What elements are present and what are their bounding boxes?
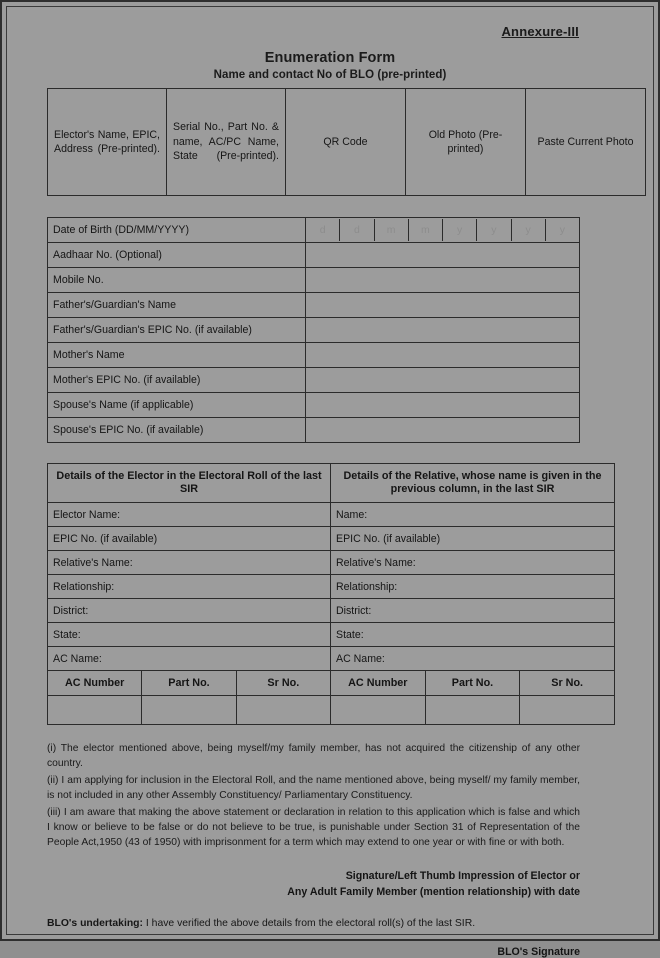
label-relative-epic[interactable]: EPIC No. (if available)	[331, 527, 615, 551]
table-row-state	[48, 623, 615, 647]
declaration-block	[47, 741, 580, 851]
preprinted-header-table	[47, 88, 646, 196]
label-mother-epic: Mother's EPIC No. (if available)	[48, 368, 306, 393]
table-row-sir-blank	[48, 696, 615, 725]
dob-box-y3[interactable]: y	[512, 219, 546, 241]
label-relative-relationship[interactable]: Relationship:	[331, 575, 615, 599]
field-elector-part-no[interactable]	[142, 696, 236, 725]
table-row-spouse-name	[48, 393, 580, 418]
field-relative-ac-number[interactable]	[331, 696, 426, 725]
declaration-item-iii: (iii) I am aware that making the above statement or declaration in relation to this application which is false and which I know or believe to be false or do not believe to be true, is punishable under Section 31 of Representation of the People Act,1950 (43 of 1950) with imprisonment for a term which may extend to one year or with fine or with both.	[47, 806, 580, 849]
annexure-label: Annexure-III	[501, 24, 579, 39]
table-row-relatives-name	[48, 551, 615, 575]
label-relative-ac-name[interactable]: AC Name:	[331, 647, 615, 671]
elector-signature-block	[47, 868, 582, 900]
page-subtitle: Name and contact No of BLO (pre-printed)	[213, 69, 447, 81]
table-row-aadhaar	[48, 243, 580, 268]
table-row-relationship	[48, 575, 615, 599]
label-elector-relatives-name[interactable]: Relative's Name:	[48, 551, 331, 575]
page-frame	[6, 6, 654, 958]
field-spouse-name[interactable]	[306, 393, 580, 418]
particulars-table	[47, 217, 580, 443]
table-row-name	[48, 503, 615, 527]
table-row-mobile	[48, 268, 580, 293]
subheader-elector-ac-number: AC Number	[48, 671, 142, 696]
table-row-district	[48, 599, 615, 623]
table-row-spouse-epic	[48, 418, 580, 443]
blo-undertaking	[47, 918, 580, 929]
table-row-epic	[48, 527, 615, 551]
subheader-elector-sr-no: Sr No.	[236, 671, 330, 696]
label-elector-relationship[interactable]: Relationship:	[48, 575, 331, 599]
page-title: Enumeration Form	[264, 50, 396, 66]
field-elector-ac-number[interactable]	[48, 696, 142, 725]
dob-box-y4[interactable]: y	[559, 224, 565, 236]
dob-box-m2[interactable]: m	[409, 219, 443, 241]
table-row-ac-name	[48, 647, 615, 671]
dob-boxes[interactable]	[306, 218, 580, 243]
field-relative-part-no[interactable]	[425, 696, 520, 725]
cell-elector-name-epic-address: Elector's Name, EPIC, Address (Pre-printed).	[48, 89, 167, 196]
cell-paste-current-photo: Paste Current Photo	[526, 89, 646, 196]
field-father-guardian-name[interactable]	[306, 293, 580, 318]
label-elector-district[interactable]: District:	[48, 599, 331, 623]
declaration-item-ii: (ii) I am applying for inclusion in the Electoral Roll, and the name mentioned above, being myself/ my family member, is not included in any other Assembly Constituency/ Parliamentary Constituency.	[47, 774, 580, 802]
field-father-guardian-epic[interactable]	[306, 318, 580, 343]
label-father-guardian-name: Father's/Guardian's Name	[48, 293, 306, 318]
declaration-item-i: (i) The elector mentioned above, being myself/my family member, has not acquired the citizenship of any other country.	[47, 743, 580, 770]
label-mother-name: Mother's Name	[48, 343, 306, 368]
field-relative-sr-no[interactable]	[520, 696, 615, 725]
label-relative-state[interactable]: State:	[331, 623, 615, 647]
field-aadhaar-no[interactable]	[306, 243, 580, 268]
field-mobile-no[interactable]	[306, 268, 580, 293]
label-elector-state[interactable]: State:	[48, 623, 331, 647]
table-row-father-epic	[48, 318, 580, 343]
table-row-sir-subheaders	[48, 671, 615, 696]
table-row-mother-epic	[48, 368, 580, 393]
annexure-row	[47, 23, 613, 41]
label-father-guardian-epic: Father's/Guardian's EPIC No. (if available)	[48, 318, 306, 343]
blo-undertaking-text: I have verified the above details from the electoral roll(s) of the last SIR.	[143, 917, 476, 929]
blo-signature-label: BLO's Signature	[497, 945, 580, 958]
table-row-date-of-birth	[48, 218, 580, 243]
cell-serial-part-ac-pc-state: Serial No., Part No. & name, AC/PC Name, State (Pre-printed).	[167, 89, 286, 196]
sir-details-table	[47, 463, 615, 725]
header-relative-last-sir: Details of the Relative, whose name is given in the previous column, in the last SIR	[331, 464, 615, 503]
label-aadhaar-no: Aadhaar No. (Optional)	[48, 243, 306, 268]
label-elector-ac-name[interactable]: AC Name:	[48, 647, 331, 671]
subheader-relative-ac-number: AC Number	[331, 671, 426, 696]
label-relative-name[interactable]: Name:	[331, 503, 615, 527]
dob-box-d2[interactable]: d	[340, 219, 374, 241]
dob-box-d1[interactable]: d	[306, 219, 340, 241]
elector-signature-line-1: Signature/Left Thumb Impression of Elector or	[345, 869, 580, 882]
subheader-relative-sr-no: Sr No.	[520, 671, 615, 696]
label-relative-relatives-name[interactable]: Relative's Name:	[331, 551, 615, 575]
blo-undertaking-label: BLO's undertaking:	[47, 917, 143, 929]
table-row-father-name	[48, 293, 580, 318]
subheader-elector-part-no: Part No.	[142, 671, 236, 696]
label-mobile-no: Mobile No.	[48, 268, 306, 293]
table-row-sir-headers	[48, 464, 615, 503]
label-elector-epic[interactable]: EPIC No. (if available)	[48, 527, 331, 551]
dob-box-y1[interactable]: y	[443, 219, 477, 241]
table-row	[48, 89, 646, 196]
field-spouse-epic[interactable]	[306, 418, 580, 443]
label-spouse-epic: Spouse's EPIC No. (if available)	[48, 418, 306, 443]
label-spouse-name: Spouse's Name (if applicable)	[48, 393, 306, 418]
dob-box-m1[interactable]: m	[375, 219, 409, 241]
label-relative-district[interactable]: District:	[331, 599, 615, 623]
label-elector-name[interactable]: Elector Name:	[48, 503, 331, 527]
field-elector-sr-no[interactable]	[236, 696, 330, 725]
field-mother-epic[interactable]	[306, 368, 580, 393]
cell-qr-code: QR Code	[286, 89, 406, 196]
field-mother-name[interactable]	[306, 343, 580, 368]
table-row-mother-name	[48, 343, 580, 368]
elector-signature-line-2: Any Adult Family Member (mention relationship) with date	[287, 885, 580, 898]
subheader-relative-part-no: Part No.	[425, 671, 520, 696]
dob-box-y2[interactable]: y	[477, 219, 511, 241]
header-elector-last-sir: Details of the Elector in the Electoral Roll of the last SIR	[48, 464, 331, 503]
cell-old-photo: Old Photo (Pre-printed)	[406, 89, 526, 196]
label-date-of-birth: Date of Birth (DD/MM/YYYY)	[48, 218, 306, 243]
